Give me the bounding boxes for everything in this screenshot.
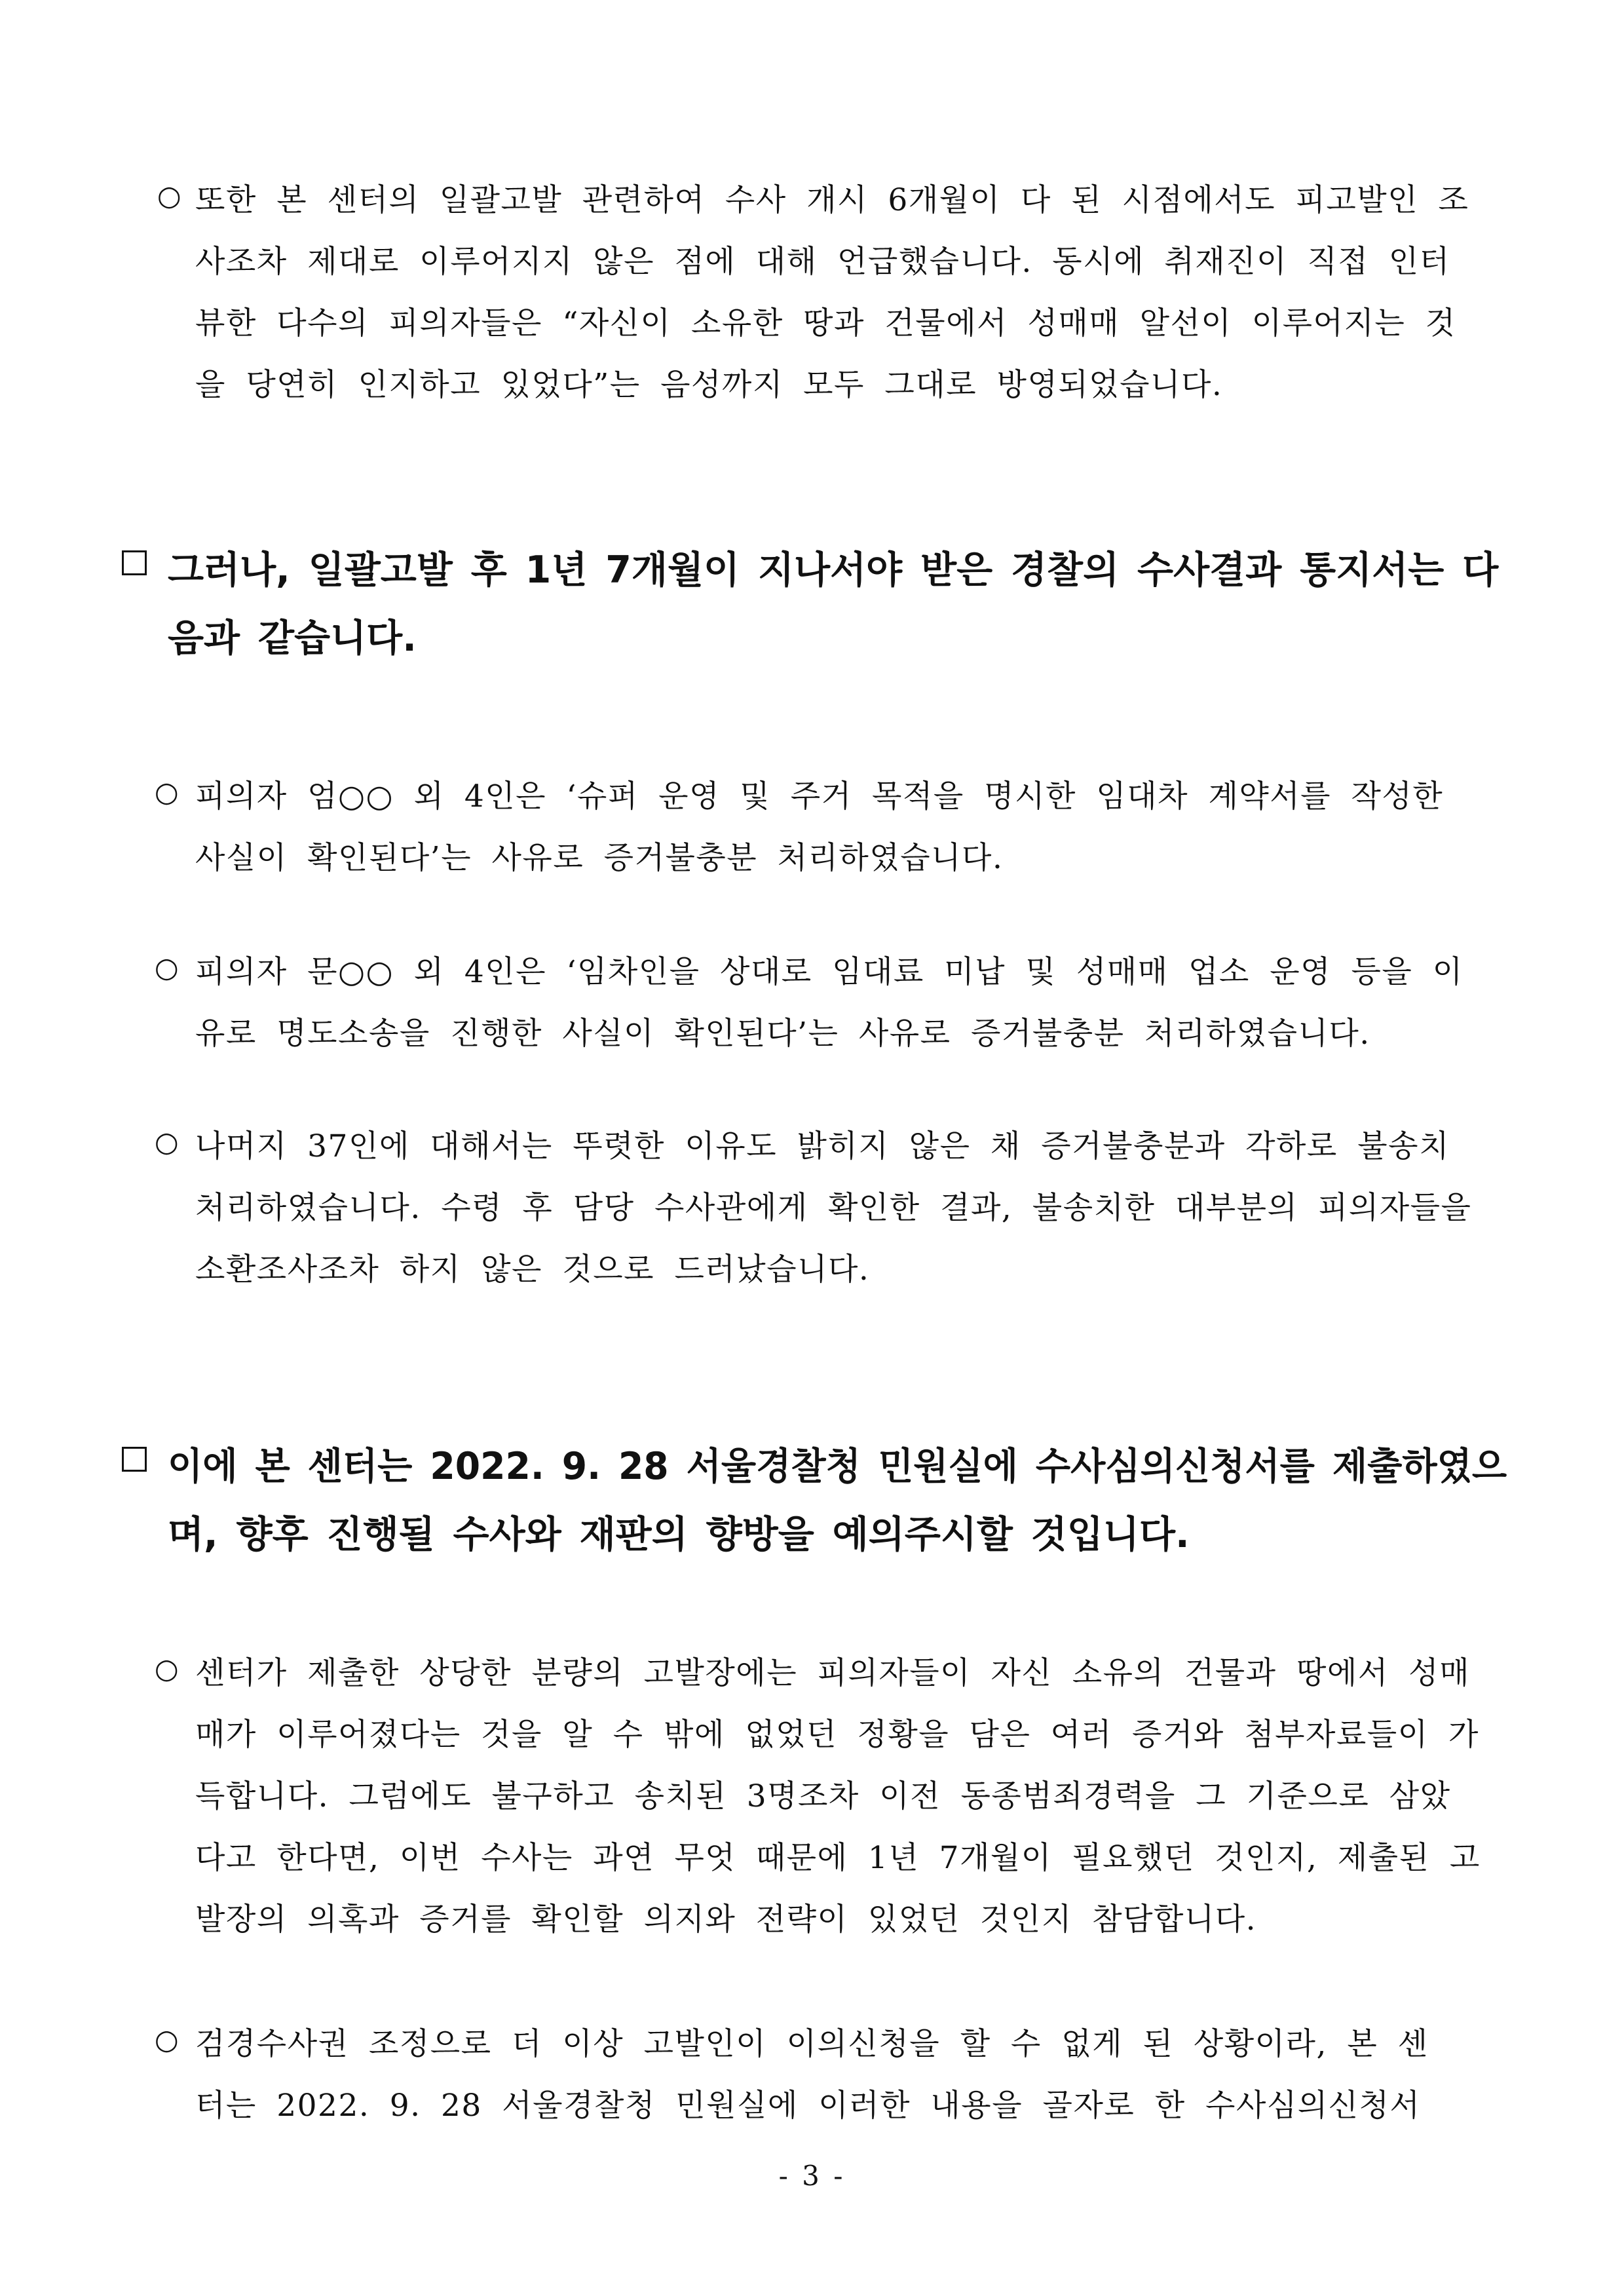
item-line: 다고 한다면, 이번 수사는 과연 무엇 때문에 1년 7개월이 필요했던 것인지, 제출된 고 [195,1840,1481,1876]
item-line: 피의자 문○○ 외 4인은 ‘임차인을 상대로 임대료 미납 및 성매매 업소 운영 등을 이 [195,954,1463,990]
bullet-marker: ○ [155,1126,179,1158]
bullet-marker: ○ [155,2023,179,2056]
item-line: 득합니다. 그럼에도 불구하고 송치된 3명조차 이전 동종범죄경력을 그 기준으로 삼았 [195,1778,1451,1814]
page-number: - 3 - [778,2160,846,2192]
item-line: 터는 2022. 9. 28 서울경찰청 민원실에 이러한 내용을 골자로 한 수사심의신청서 [195,2088,1421,2124]
bullet-marker: ○ [155,776,179,808]
checkbox-square-icon [122,550,147,575]
paragraph-line: 뷰한 다수의 피의자들은 “자신이 소유한 땅과 건물에서 성매매 알선이 이루어지는 것 [195,305,1456,341]
item-line: 매가 이루어졌다는 것을 알 수 밖에 없었던 정황을 담은 여러 증거와 첨부자료들이 가 [195,1717,1479,1753]
heading-line: 이에 본 센터는 2022. 9. 28 서울경찰청 민원실에 수사심의신청서를 제출하였으 [168,1445,1507,1488]
checkbox-square-icon [122,1447,147,1472]
heading-line: 며, 향후 진행될 수사와 재판의 향방을 예의주시할 것입니다. [168,1513,1190,1556]
heading-line: 그러나, 일괄고발 후 1년 7개월이 지나서야 받은 경찰의 수사결과 통지서는 다 [168,548,1499,592]
item-line: 나머지 37인에 대해서는 뚜렷한 이유도 밝히지 않은 채 증거불충분과 각하로 불송치 [195,1128,1450,1164]
bullet-marker: ○ [157,180,181,212]
item-line: 사실이 확인된다’는 사유로 증거불충분 처리하였습니다. [195,840,1004,876]
paragraph-line: 사조차 제대로 이루어지지 않은 점에 대해 언급했습니다. 동시에 취재진이 직접 인터 [195,244,1450,280]
item-line: 유로 명도소송을 진행한 사실이 확인된다’는 사유로 증거불충분 처리하였습니다. [195,1016,1370,1052]
bullet-marker: ○ [155,951,179,984]
item-line: 처리하였습니다. 수령 후 담당 수사관에게 확인한 결과, 불송치한 대부분의 피의자들을 [195,1190,1472,1226]
bullet-marker: ○ [155,1653,179,1685]
item-line: 검경수사권 조정으로 더 이상 고발인이 이의신청을 할 수 없게 된 상황이라, 본 센 [195,2026,1429,2062]
item-line: 센터가 제출한 상당한 분량의 고발장에는 피의자들이 자신 소유의 건물과 땅에서 성매 [195,1655,1470,1691]
heading-line: 음과 같습니다. [168,617,417,660]
item-line: 소환조사조차 하지 않은 것으로 드러났습니다. [195,1252,870,1288]
item-line: 피의자 엄○○ 외 4인은 ‘슈퍼 운영 및 주거 목적을 명시한 임대차 계약서를 작성한 [195,778,1444,814]
paragraph-line: 을 당연히 인지하고 있었다”는 음성까지 모두 그대로 방영되었습니다. [195,367,1223,403]
item-line: 발장의 의혹과 증거를 확인할 의지와 전략이 있었던 것인지 참담합니다. [195,1902,1257,1938]
paragraph-line: 또한 본 센터의 일괄고발 관련하여 수사 개시 6개월이 다 된 시점에서도 피고발인 조 [195,182,1469,218]
